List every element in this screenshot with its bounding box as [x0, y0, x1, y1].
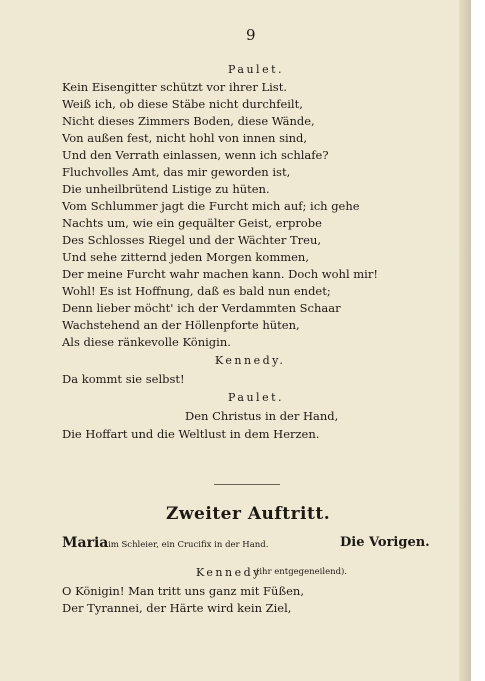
stage-direction: im Schleier, ein Crucifix in der Hand. — [108, 540, 269, 550]
speaker-kennedy: Kennedy — [196, 566, 262, 579]
verse-line: Vom Schlummer jagt die Furcht mich auf; ich gehe — [62, 199, 360, 213]
verse-line: Nicht dieses Zimmers Boden, diese Wände, — [62, 114, 315, 128]
character-others: Die Vorigen. — [340, 535, 430, 550]
verse-line: O Königin! Man tritt uns ganz mit Füßen, — [62, 584, 304, 598]
character-maria: Maria — [62, 535, 109, 551]
verse-line: Des Schlosses Riegel und der Wächter Treu, — [62, 233, 322, 247]
verse-line: Kein Eisengitter schützt vor ihrer List. — [62, 80, 287, 94]
verse-line: Und sehe zitternd jeden Morgen kommen, — [62, 250, 309, 264]
verse-line: Fluchvolles Amt, das mir geworden ist, — [62, 165, 291, 179]
page-edge — [459, 0, 471, 681]
verse-line: Als diese ränkevolle Königin. — [62, 335, 231, 349]
speaker-paulet: Paulet. — [228, 63, 284, 76]
verse-line: Die unheilbrütend Listige zu hüten. — [62, 182, 270, 196]
stage-direction: (ihr entgegeneilend). — [256, 567, 348, 577]
page-number: 9 — [246, 26, 257, 44]
verse-line: Der meine Furcht wahr machen kann. Doch wohl mir! — [62, 267, 378, 281]
verse-line: Der Tyrannei, der Härte wird kein Ziel, — [62, 601, 292, 615]
verse-line: Wachstehend an der Höllenpforte hüten, — [62, 318, 300, 332]
verse-line: Von außen fest, nicht hohl von innen sind, — [62, 131, 308, 145]
verse-line: Wohl! Es ist Hoffnung, daß es bald nun endet; — [62, 284, 331, 298]
verse-line: Und den Verrath einlassen, wenn ich schlafe? — [62, 148, 329, 162]
speaker-paulet: Paulet. — [228, 391, 284, 404]
verse-line: Da kommt sie selbst! — [62, 372, 185, 386]
verse-line: Die Hoffart und die Weltlust in dem Herzen. — [62, 427, 320, 441]
verse-line: Den Christus in der Hand, — [185, 409, 339, 423]
speaker-kennedy: Kennedy. — [215, 354, 286, 367]
section-divider — [214, 484, 280, 485]
verse-line: Nachts um, wie ein gequälter Geist, erprobe — [62, 216, 322, 230]
verse-line: Weiß ich, ob diese Stäbe nicht durchfeilt, — [62, 97, 303, 111]
scene-heading: Zweiter Auftritt. — [166, 504, 331, 524]
verse-line: Denn lieber möcht' ich der Verdammten Schaar — [62, 301, 341, 315]
